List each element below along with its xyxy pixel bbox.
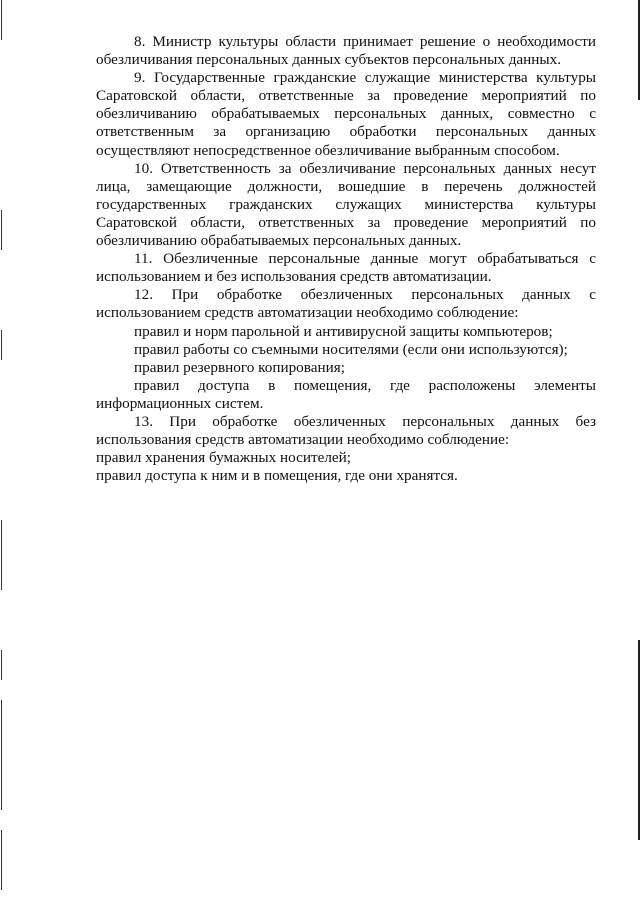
list-item: правил резервного копирования; — [134, 358, 345, 376]
paragraph-10: 10. Ответственность за обезличивание персональных данных несут лица, замещающие должности, вошедшие в перечень должностей государственных гражданских служащих министерства культуры Саратовской области, ответственных за проведение мероприятий по обезличиванию обрабатываемых персональных данных. — [96, 159, 596, 250]
list-item: правил и норм парольной и антивирусной защиты компьютеров; — [134, 322, 553, 340]
document-page — [96, 33, 596, 485]
list-item: правил работы со съемными носителями (если они используются); — [134, 340, 568, 358]
scan-edge-left — [1, 0, 3, 905]
paragraph-13: 13. При обработке обезличенных персональных данных без использования средств автоматизации необходимо соблюдение: — [96, 412, 596, 449]
paragraph-8: 8. Министр культуры области принимает решение о необходимости обезличивания персональных данных субъектов персональных данных. — [96, 33, 596, 69]
list-item: правил доступа в помещения, где расположены элементы информационных систем. — [96, 376, 596, 412]
paragraph-12: 12. При обработке обезличенных персональных данных с использованием средств автоматизации необходимо соблюдение: — [96, 286, 596, 322]
list-item: правил хранения бумажных носителей; — [96, 449, 351, 467]
paragraph-9: 9. Государственные гражданские служащие министерства культуры Саратовской области, ответственные за проведение мероприятий по обезличиванию обрабатываемых персональных данных, совместно с ответственным за организацию обработки персональных данных осуществляют непосредственное обезличивание выбранным способом. — [96, 69, 596, 159]
list-item: правил доступа к ним и в помещения, где они хранятся. — [96, 467, 458, 485]
paragraph-11: 11. Обезличенные персональные данные могут обрабатываться с использованием и без использования средств автоматизации. — [96, 250, 596, 286]
